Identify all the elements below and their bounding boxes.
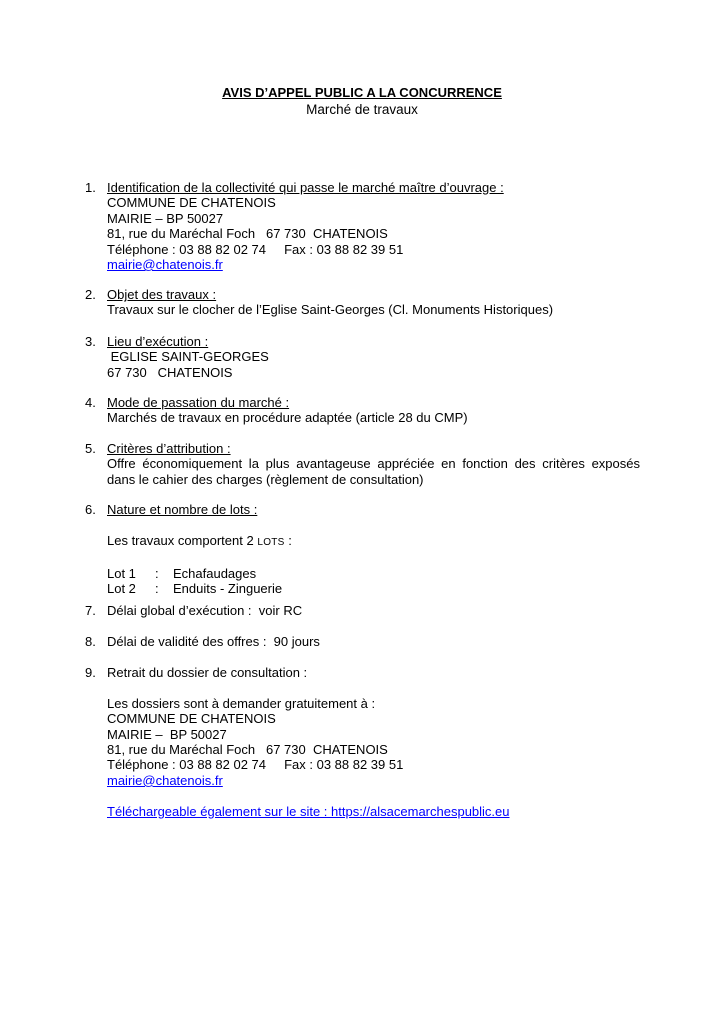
section-number: 9.	[85, 665, 96, 680]
lot-row	[107, 566, 640, 581]
phone-fax-line: Téléphone : 03 88 82 02 74 Fax : 03 88 82 39 51	[107, 241, 404, 257]
address-line: 81, rue du Maréchal Foch 67 730 CHATENOIS	[107, 742, 388, 758]
section-text: Délai global d’exécution : voir RC	[107, 603, 303, 618]
section-number: 7.	[85, 603, 96, 618]
address-line: COMMUNE DE CHATENOIS	[107, 195, 276, 211]
section-text: Les dossiers sont à demander gratuitement à :	[107, 695, 376, 711]
section-heading: Lieu d’exécution :	[107, 334, 209, 349]
document-subtitle: Marché de travaux	[306, 102, 418, 117]
section-number: 2.	[85, 287, 96, 302]
section-text: 67 730 CHATENOIS	[107, 364, 233, 380]
lot-separator: :	[155, 581, 159, 596]
section-heading: Critères d’attribution :	[107, 441, 231, 456]
phone-fax-line: Téléphone : 03 88 82 02 74 Fax : 03 88 82 39 51	[107, 757, 404, 773]
lot-name: Enduits - Zinguerie	[173, 581, 283, 596]
section-retrait-dossier	[85, 665, 640, 819]
lot-separator: :	[155, 565, 159, 581]
lot-row	[107, 581, 640, 596]
section-text: Travaux sur le clocher de l’Eglise Saint-Georges (Cl. Monuments Historiques)	[107, 302, 554, 318]
section-heading: Mode de passation du marché :	[107, 395, 290, 410]
section-objet	[85, 287, 640, 318]
section-text: EGLISE SAINT-GEORGES	[107, 349, 269, 365]
section-delai-validite	[85, 634, 640, 649]
section-heading: Identification de la collectivité qui passe le marché maître d’ouvrage :	[107, 180, 504, 195]
section-text: Marchés de travaux en procédure adaptée (article 28 du CMP)	[107, 410, 468, 426]
section-lieu	[85, 334, 640, 380]
section-number: 8.	[85, 634, 96, 649]
section-number: 4.	[85, 395, 96, 410]
address-line: 81, rue du Maréchal Foch 67 730 CHATENOIS	[107, 226, 388, 242]
section-number: 5.	[85, 441, 96, 456]
address-line: COMMUNE DE CHATENOIS	[107, 711, 276, 727]
section-text: Offre économiquement la plus avantageuse appréciée en fonction des critères exposés dans le cahier des charges (règlement de consultation)	[107, 456, 640, 487]
email-link[interactable]: mairie@chatenois.fr	[107, 257, 223, 273]
section-identification	[85, 180, 640, 272]
document-title: AVIS D’APPEL PUBLIC A LA CONCURRENCE	[222, 85, 502, 100]
section-heading: Retrait du dossier de consultation :	[107, 665, 308, 680]
section-number: 1.	[85, 180, 96, 195]
document-header	[0, 85, 724, 119]
address-line: MAIRIE – BP 50027	[107, 210, 224, 226]
section-delai-execution	[85, 603, 640, 618]
section-criteres	[85, 441, 640, 487]
section-mode-passation	[85, 395, 640, 426]
lot-name: Echafaudages	[173, 565, 257, 581]
lot-label: Lot 2	[107, 581, 136, 596]
section-text: Délai de validité des offres : 90 jours	[107, 634, 320, 649]
section-lots	[85, 502, 640, 596]
address-line: MAIRIE – BP 50027	[107, 726, 227, 742]
lots-intro: Les travaux comportent 2 LOTS :	[107, 532, 292, 548]
section-number: 3.	[85, 334, 96, 349]
section-heading: Objet des travaux :	[107, 287, 217, 302]
section-heading: Nature et nombre de lots :	[107, 502, 258, 517]
download-site-link[interactable]: Téléchargeable également sur le site : https://alsacemarchespublic.eu	[107, 803, 510, 819]
email-link[interactable]: mairie@chatenois.fr	[107, 772, 223, 788]
section-number: 6.	[85, 502, 96, 517]
lot-label: Lot 1	[107, 565, 136, 581]
